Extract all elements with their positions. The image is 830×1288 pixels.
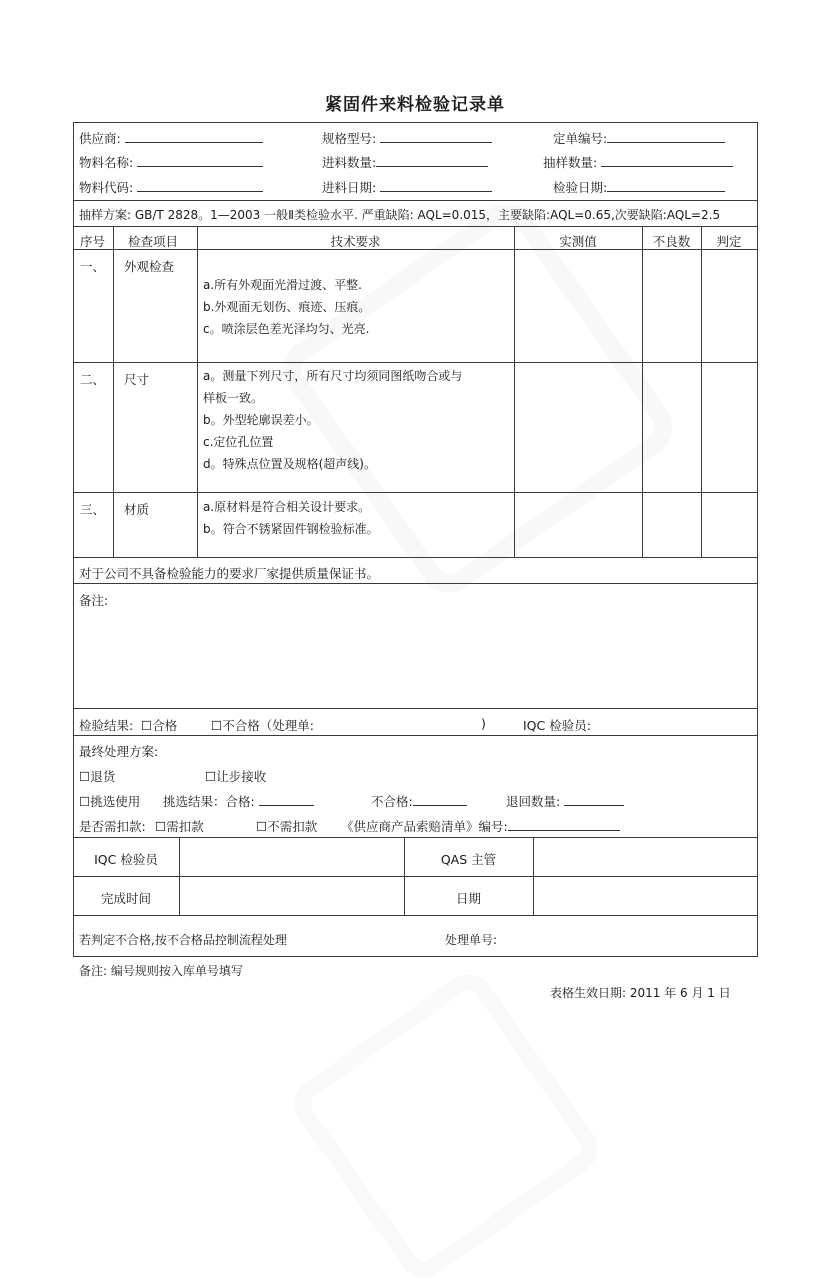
material-name-field[interactable]: 物料名称: <box>79 153 263 171</box>
col-header-item: 检查项目 <box>128 234 179 249</box>
requirement-line: a.所有外观面光滑过渡、平整. <box>203 278 362 292</box>
result-label: 检验结果: <box>79 718 134 733</box>
frame-right <box>757 122 758 957</box>
iqc-sign-label: IQC 检验员 <box>94 852 158 867</box>
requirement-line: d。特殊点位置及规格(超声线)。 <box>203 457 376 471</box>
divider <box>73 492 758 493</box>
divider <box>73 915 758 916</box>
col-header-judgement: 判定 <box>716 234 742 249</box>
divider <box>73 583 758 584</box>
divider <box>73 226 758 227</box>
frame-top <box>73 122 758 123</box>
page-title: 紧固件来料检验记录单 <box>325 95 505 115</box>
row-item: 尺寸 <box>124 372 150 387</box>
divider <box>73 557 758 558</box>
handle-no-field[interactable]: 处理单号: <box>445 933 498 947</box>
requirement-line: a。测量下列尺寸，所有尺寸均须同图纸吻合或与 <box>203 369 463 383</box>
watermark <box>272 192 684 604</box>
divider <box>73 200 758 201</box>
fail-qty-field[interactable]: 不合格: <box>371 792 467 810</box>
claim-no-field[interactable]: 《供应商产品索赔清单》编号: <box>341 817 620 835</box>
deduct-label: 是否需扣款: <box>79 819 146 834</box>
fail-checkbox[interactable]: ☐不合格（处理单: <box>211 718 314 733</box>
date-label: 日期 <box>455 891 481 906</box>
return-qty-field[interactable]: 退回数量: <box>506 792 624 810</box>
col-header-defects: 不良数 <box>652 234 691 249</box>
select-checkbox[interactable]: ☐挑选使用 <box>79 794 141 809</box>
requirement-line: c.定位孔位置 <box>203 435 274 449</box>
requirement-line: b。符合不锈紧固件钢检验标准。 <box>203 522 379 536</box>
spec-field[interactable]: 规格型号: <box>322 129 492 147</box>
divider <box>73 708 758 709</box>
sampling-plan: 抽样方案: GB/T 2828。1—2003 一般Ⅱ类检验水平. 严重缺陷: AQL=0.015，主要缺陷:AQL=0.65,次要缺陷:AQL=2.5 <box>79 208 721 222</box>
inspect-date-field[interactable]: 检验日期: <box>553 178 725 196</box>
divider <box>73 876 758 877</box>
divider <box>73 249 758 250</box>
done-time-label: 完成时间 <box>100 891 151 906</box>
concession-checkbox[interactable]: ☐让步接收 <box>205 769 267 784</box>
qas-sign-label: QAS 主管 <box>440 852 497 867</box>
deduct-no-checkbox[interactable]: ☐不需扣款 <box>256 819 318 834</box>
order-no-field[interactable]: 定单编号: <box>553 129 725 147</box>
bottom-note: 备注: 编号规则按入库单号填写 <box>79 964 243 978</box>
col-header-no: 序号 <box>80 234 106 249</box>
sample-qty-field[interactable]: 抽样数量: <box>543 153 733 171</box>
col-line <box>642 226 643 558</box>
col-line <box>113 226 114 558</box>
divider <box>73 735 758 736</box>
frame-bottom <box>73 956 758 957</box>
material-code-field[interactable]: 物料代码: <box>79 178 263 196</box>
col-header-requirements: 技术要求 <box>330 234 381 249</box>
effective-date: 表格生效日期: 2011 年 6 月 1 日 <box>550 986 731 1000</box>
row-no: 二、 <box>80 372 106 387</box>
quality-note: 对于公司不具备检验能力的要求厂家提供质量保证书。 <box>79 566 380 581</box>
row-no: 一、 <box>80 259 106 274</box>
requirement-line: b。外型轮廓误差小。 <box>203 413 319 427</box>
select-result-field[interactable]: 挑选结果：合格: <box>163 792 314 810</box>
requirement-line: b.外观面无划伤、痕迹、压痕。 <box>203 300 371 314</box>
col-line <box>514 226 515 558</box>
final-label: 最终处理方案: <box>79 744 159 759</box>
row-item: 材质 <box>124 502 150 517</box>
pass-checkbox[interactable]: ☐合格 <box>141 718 178 733</box>
remarks-label: 备注: <box>79 593 109 608</box>
row-item: 外观检查 <box>124 259 175 274</box>
col-header-measured: 实测值 <box>559 234 597 249</box>
requirement-line: c。喷涂层色差光泽均匀、光亮. <box>203 322 370 336</box>
in-date-field[interactable]: 进料日期: <box>322 178 492 196</box>
result-close: ) <box>481 716 486 731</box>
col-line <box>197 226 198 558</box>
divider <box>73 837 758 838</box>
watermark <box>284 964 607 1287</box>
nonconform-note: 若判定不合格,按不合格品控制流程处理 <box>79 933 287 947</box>
supplier-field[interactable]: 供应商: <box>79 129 263 147</box>
iqc-inspector-field[interactable]: IQC 检验员: <box>523 718 591 733</box>
requirement-line: 样板一致。 <box>203 391 264 405</box>
in-qty-field[interactable]: 进料数量: <box>322 153 488 171</box>
requirement-line: a.原材料是符合相关设计要求。 <box>203 500 371 514</box>
row-no: 三、 <box>80 502 106 517</box>
divider <box>73 362 758 363</box>
col-line <box>701 226 702 558</box>
frame-left <box>73 122 74 957</box>
deduct-yes-checkbox[interactable]: ☐需扣款 <box>155 819 204 834</box>
return-checkbox[interactable]: ☐退货 <box>79 769 116 784</box>
